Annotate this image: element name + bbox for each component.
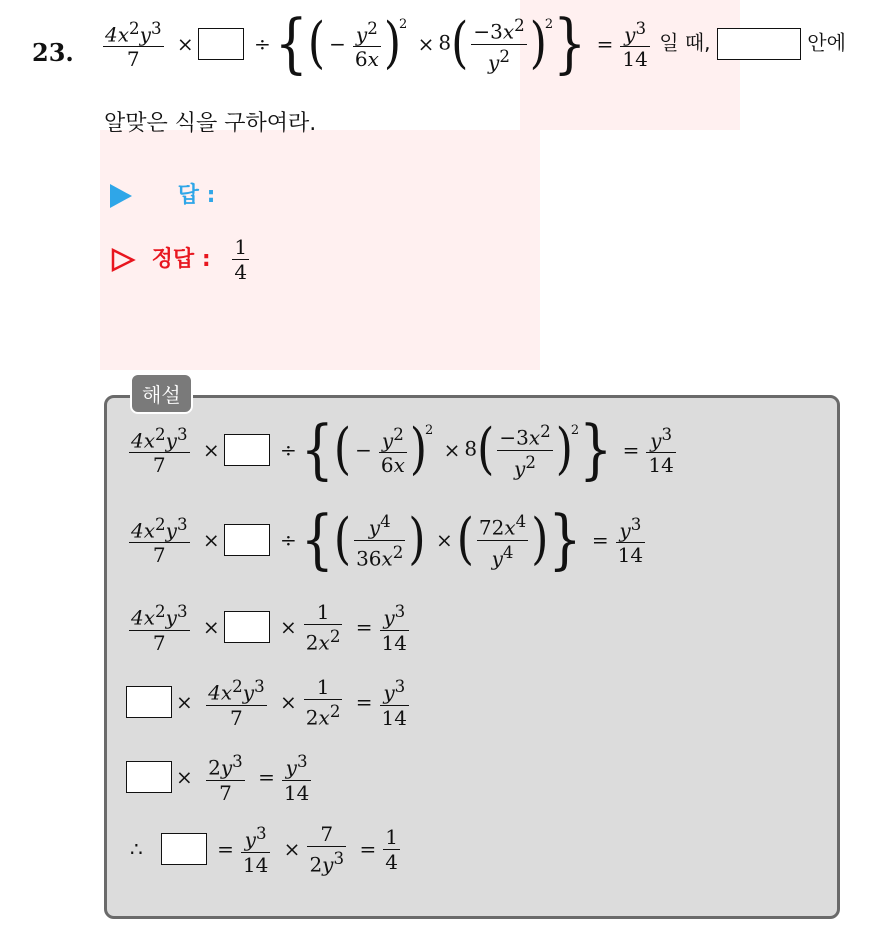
blank-box — [224, 524, 270, 556]
question-tail2: 안에 — [807, 30, 846, 55]
question-equation: $\frac{4x^2y^3}{7}$ × ÷{( − $\frac{y^2}{6x}$ )$^2$ × 8( $\frac{-3x^2}{y^2}$ )$^2$} = $\frac{y^3}{14}$ 일 때, 안에 — [105, 6, 846, 82]
solution-step-1: $\frac{4x^2y^3}{7}$ × ÷{( − $\frac{y^2}{6x}$ )$^2$ × 8( $\frac{-3x^2}{y^2}$ )$^2$} = $\frac{y^3}{14}$ — [131, 412, 674, 488]
blank-box — [198, 28, 244, 60]
blank-box — [126, 686, 172, 718]
solution-step-6: ∴ = $\frac{y^3}{14}$ × $\frac{7}{2y^3}$ = $\frac{1}{4}$ — [130, 822, 398, 877]
solution-step-3: $\frac{4x^2y^3}{7}$ × × $\frac{1}{2x^2}$ = $\frac{y^3}{14}$ — [131, 600, 407, 655]
play-icon — [110, 184, 132, 208]
correct-answer-row — [110, 235, 252, 284]
answer-row — [110, 178, 215, 209]
blank-box — [161, 833, 207, 865]
question-line2: 알맞은 식을 구하여라. — [104, 111, 317, 136]
correct-answer-value — [232, 235, 249, 284]
solution-step-2: $\frac{4x^2y^3}{7}$ × ÷{( $\frac{y^4}{36x^2}$ ) ×( $\frac{72x^4}{y^4}$ )} = $\frac{y^3}{14}$ — [131, 502, 644, 578]
correct-answer-numerator: 1 — [234, 235, 248, 259]
outline-triangle-icon — [110, 247, 136, 273]
blank-box — [224, 434, 270, 466]
question-number: 23. — [32, 38, 74, 67]
correct-answer-denominator: 4 — [234, 260, 248, 284]
correct-answer-label: 정답 : — [151, 246, 211, 272]
solution-step-4: × $\frac{4x^2y^3}{7}$ × $\frac{1}{2x^2}$ = $\frac{y^3}{14}$ — [126, 675, 412, 730]
answer-label: 답 : — [177, 183, 216, 208]
blank-box — [224, 611, 270, 643]
question-tail: 일 때, — [659, 30, 711, 55]
solution-step-5: × $\frac{2y^3}{7}$ = $\frac{y^3}{14}$ — [126, 750, 314, 805]
blank-box-large — [717, 28, 801, 60]
solution-tab: 해설 — [130, 373, 193, 414]
blank-box — [126, 761, 172, 793]
